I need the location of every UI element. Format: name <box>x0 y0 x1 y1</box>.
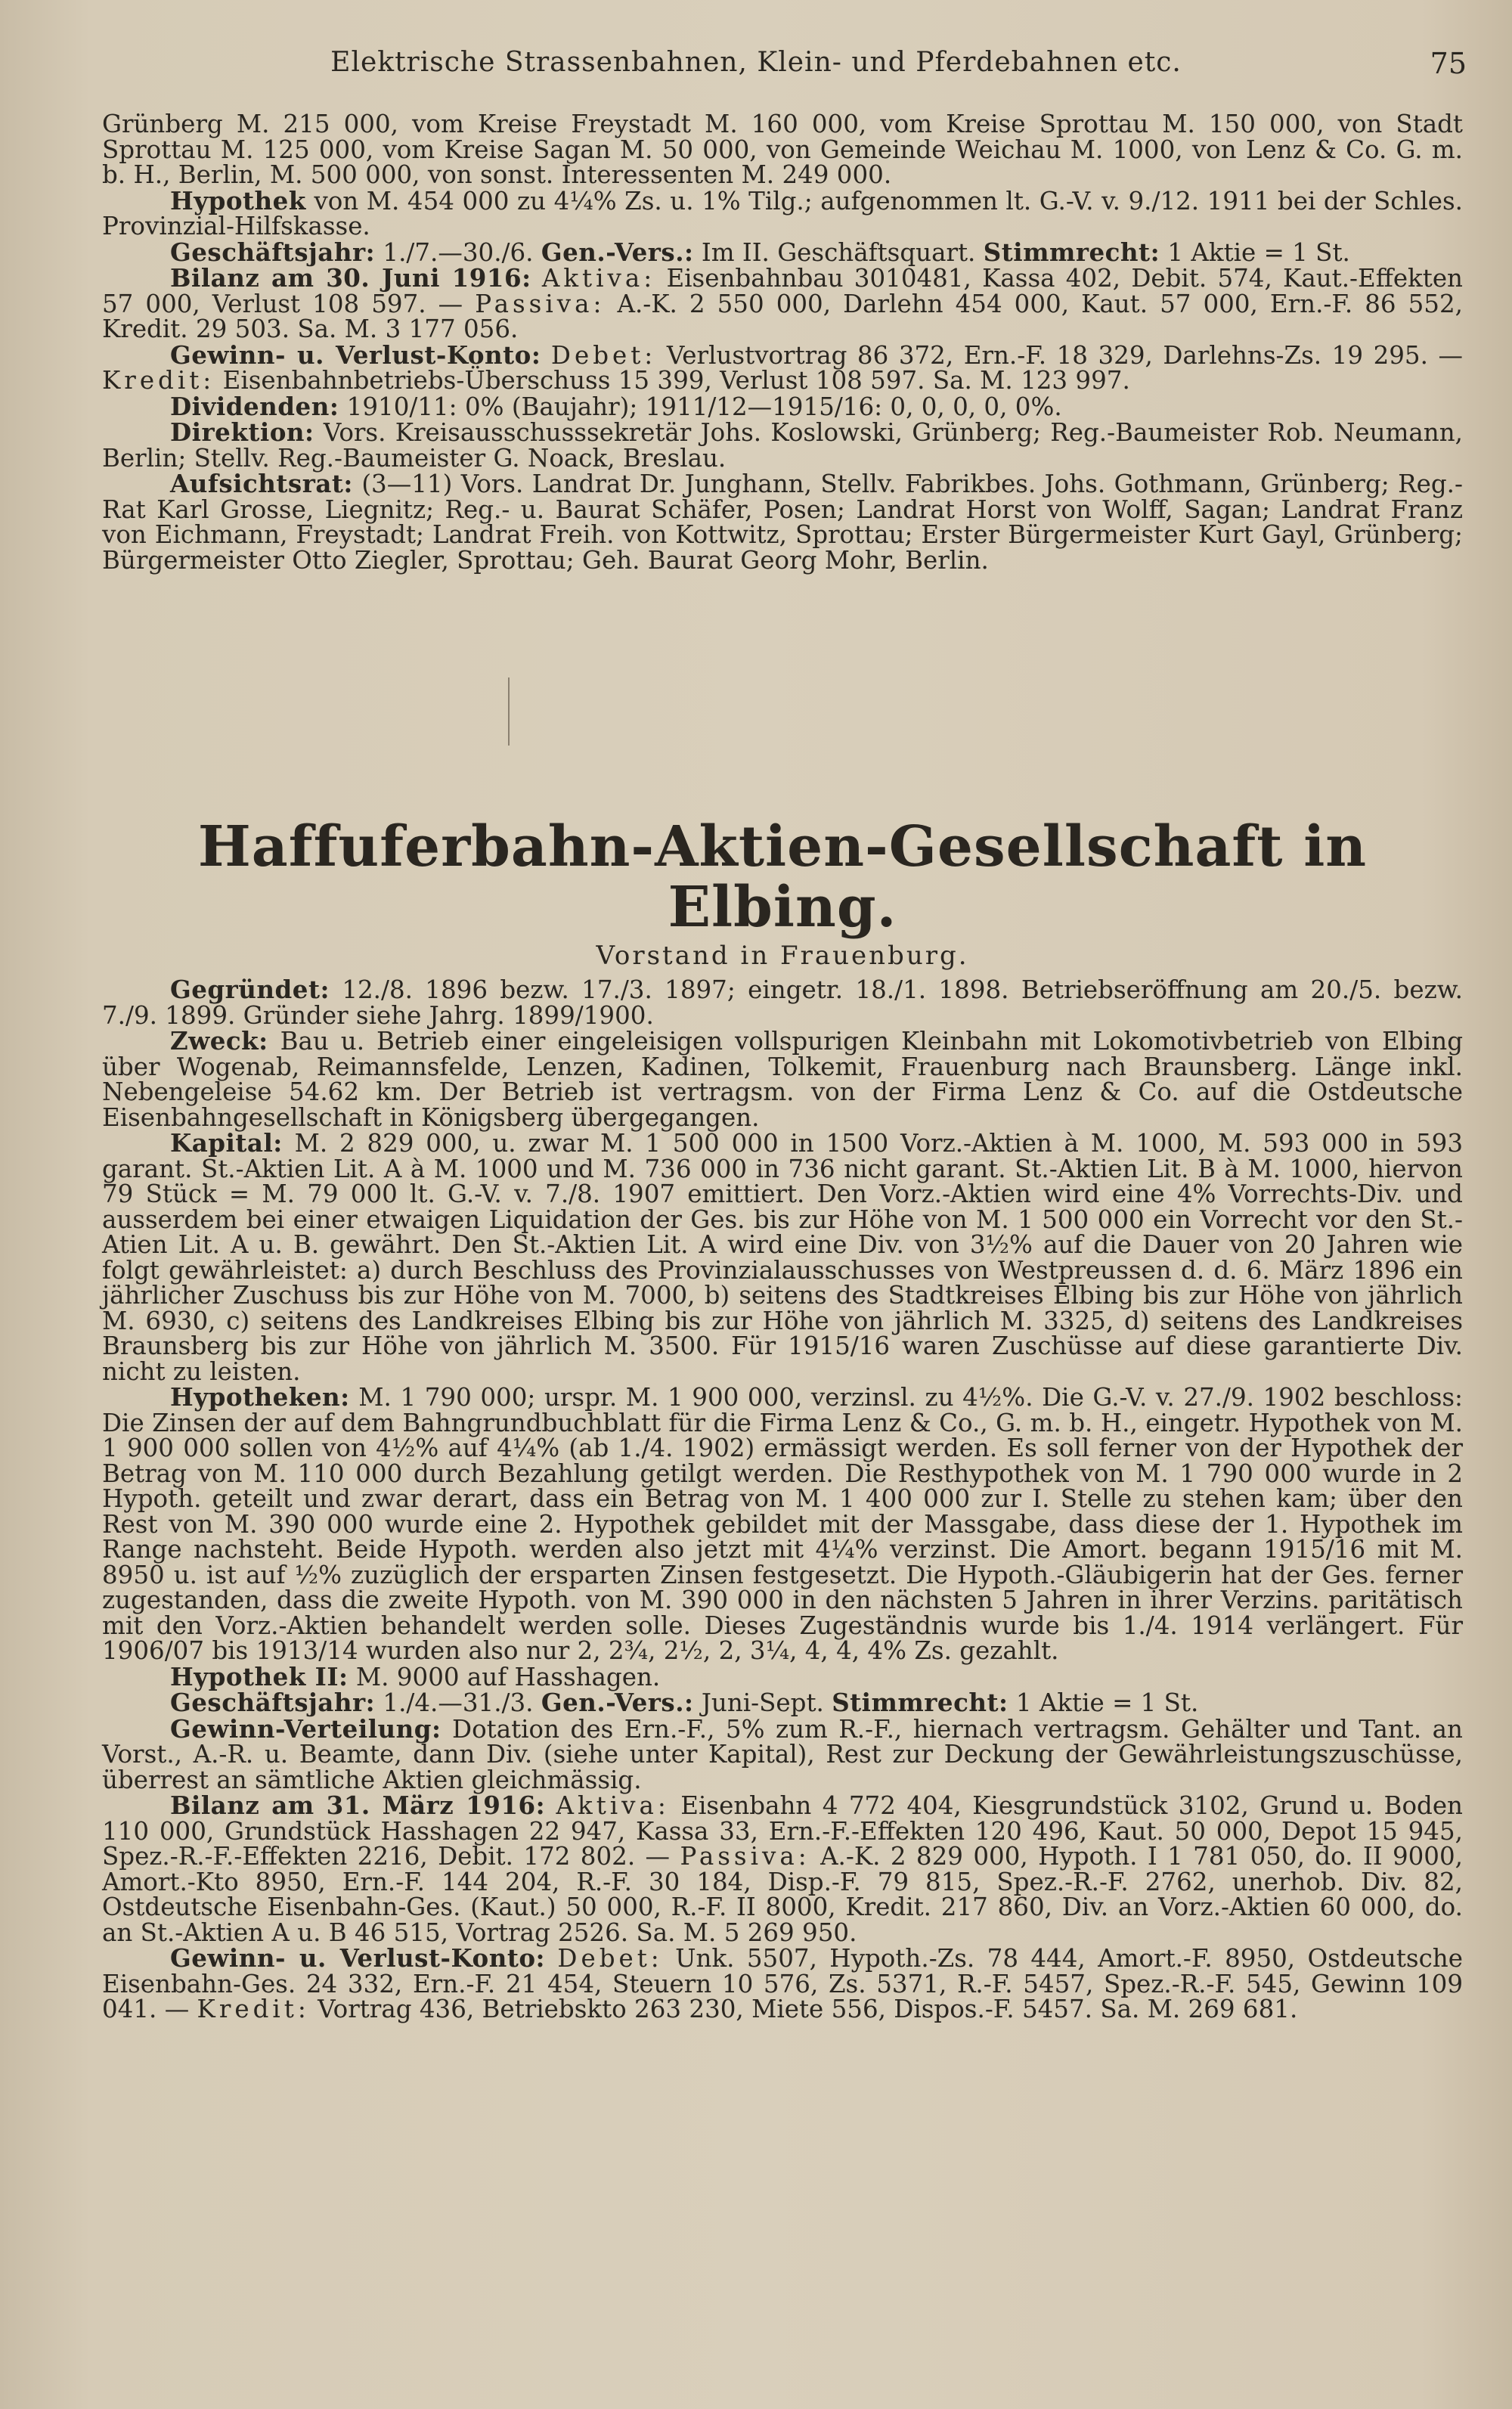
gewinnverteilung-text: Dotation des Ern.-F., 5% zum R.-F., hiernach vertragsm. Gehälter und Tant. an Vorst., A.-R. u. Beamte, dann Div. (siehe unter Kapital), Rest zur Deckung der Gewährleistungszuschüsse, überrest an sämtliche Aktien gleichmässig. <box>102 1714 1463 1794</box>
running-title: Elektrische Strassenbahnen, Klein- und Pferdebahnen etc. <box>330 47 1182 78</box>
bilanz-label: Bilanz am 31. März 1916: <box>170 1790 546 1820</box>
kredit-text: Vortrag 436, Betriebskto 263 230, Miete 556, Dispos.-F. 5457. Sa. M. 269 681. <box>318 1995 1298 2023</box>
guv-label: Gewinn- u. Verlust-Konto: <box>170 339 541 370</box>
hypotheken-paragraph <box>102 1384 1463 1664</box>
guv-paragraph <box>102 339 1463 395</box>
capital-contributors-paragraph <box>102 112 1463 188</box>
direktion-paragraph <box>102 417 1463 473</box>
bilanz-paragraph <box>102 265 1463 343</box>
stimmrecht-text: 1 Aktie = 1 St. <box>1167 237 1350 267</box>
stimmrecht-label: Stimmrecht: <box>832 1688 1009 1717</box>
gewinnverteilung-paragraph <box>102 1713 1463 1794</box>
passiva-label: Passiva: <box>680 1842 810 1871</box>
geschaeftsjahr-text: 1./4.—31./3. <box>383 1688 534 1717</box>
hypothek-text: von M. 454 000 zu 4¼% Zs. u. 1% Tilg.; aufgenommen lt. G.-V. v. 9./12. 1911 bei der Schles. Provinzial-Hilfskasse. <box>102 186 1463 240</box>
aktiva-label: Aktiva: <box>556 1791 670 1820</box>
zweck-paragraph <box>102 1028 1463 1130</box>
genvers-text: Im II. Geschäftsquart. <box>701 237 976 267</box>
direktion-text: Vors. Kreisausschusssekretär Johs. Koslowski, Grünberg; Reg.-Baumeister Rob. Neumann, Berlin; Stellv. Reg.-Baumeister G. Noack, Breslau. <box>102 418 1463 473</box>
hypothek2-paragraph <box>102 1661 1463 1691</box>
passiva-text: A.-K. 2 829 000, Hypoth. I 1 781 050, do. II 9000, Amort.-Kto 8950, Ern.-F. 144 204, R.-F. 30 184, Disp.-F. 79 815, Spez.-R.-F. 2762, unerhob. Div. 82, Ostdeutsche Eisenbahn-Ges. (Kaut.) 50 000, R.-F. II 8000, Kredit. 217 860, Div. an Vorz.-Aktien 60 000, do. an St.-Aktien A u. B 46 515, Vortrag 2526. Sa. M. 5 269 950. <box>102 1842 1463 1947</box>
aktiva-text: Eisenbahnbau 3010481, Kassa 402, Debit. 574, Kaut.-Effekten 57 000, Verlust 108 597. — <box>102 264 1463 318</box>
debet-label: Debet: <box>557 1944 663 1973</box>
dividenden-label: Dividenden: <box>170 391 339 421</box>
guv-label: Gewinn- u. Verlust-Konto: <box>170 1943 546 1973</box>
aktiva-label: Aktiva: <box>541 264 656 293</box>
passiva-label: Passiva: <box>475 289 606 318</box>
geschaeftsjahr-paragraph <box>102 237 1463 267</box>
gegruendet-label: Gegründet: <box>170 975 330 1004</box>
passiva-text: A.-K. 2 550 000, Darlehn 454 000, Kaut. 57 000, Ern.-F. 86 552, Kredit. 29 503. Sa. M. 3 177 056. <box>102 289 1463 343</box>
section-haffuferbahn <box>102 814 1463 2023</box>
company-subtitle: Vorstand in Frauenburg. <box>596 941 969 971</box>
section-previous-company <box>102 112 1463 573</box>
gegruendet-paragraph <box>102 977 1463 1028</box>
stimmrecht-text: 1 Aktie = 1 St. <box>1015 1688 1199 1717</box>
debet-label: Debet: <box>550 340 657 370</box>
kredit-text: Eisenbahnbetriebs-Überschuss 15 399, Verlust 108 597. Sa. M. 123 997. <box>222 366 1130 395</box>
genvers-label: Gen.-Vers.: <box>541 1688 694 1717</box>
page-number: 75 <box>1430 47 1467 80</box>
hypothek-label: Hypothek <box>170 185 306 215</box>
gewinnverteilung-label: Gewinn-Verteilung: <box>170 1713 442 1744</box>
genvers-label: Gen.-Vers.: <box>541 237 694 267</box>
kapital-label: Kapital: <box>170 1128 283 1158</box>
hypotheken-label: Hypotheken: <box>170 1382 350 1412</box>
dividenden-paragraph <box>102 391 1463 421</box>
aufsichtsrat-paragraph <box>102 471 1463 573</box>
stimmrecht-label: Stimmrecht: <box>983 237 1160 267</box>
hypotheken-text: M. 1 790 000; urspr. M. 1 900 000, verzinsl. zu 4½%. Die G.-V. v. 27./9. 1902 beschloss: Die Zinsen der auf dem Bahngrundbuchblatt für die Firma Lenz & Co., G. m. b. H., eingetr. Hypothek von M. 1 900 000 sollen von 4½% auf 4¼% (ab 1./4. 1902) ermässigt werden. Es soll ferner von der Hypothek der Betrag von M. 110 000 durch Bezahlung getilgt werden. Die Resthypothek von M. 1 790 000 wurde in 2 Hypoth. geteilt und zwar derart, dass ein Betrag von M. 1 400 000 zur I. Stelle zu stehen kam; über den Rest von M. 390 000 wurde eine 2. Hypothek gebildet mit der Massgabe, dass diese der 1. Hypothek im Range nachsteht. Beide Hypoth. werden also jetzt mit 4¼% verzinst. Die Amort. begann 1915/16 mit M. 8950 u. ist auf ½% zuzüglich der ersparten Zinsen festgesetzt. Die Hypoth.-Gläubigerin hat der Ges. ferner zugestanden, dass die zweite Hypoth. von M. 390 000 in den nächsten 5 Jahren in ihrer Verzins. paritätisch mit den Vorz.-Aktien behandelt werden solle. Dieses Zugeständnis wurde bis 1./4. 1914 verlängert. Für 1906/07 bis 1913/14 wurden also nur 2, 2¾, 2½, 2, 3¼, 4, 4, 4% Zs. gezahlt. <box>102 1383 1463 1665</box>
geschaeftsjahr-label: Geschäftsjahr: <box>170 237 376 267</box>
debet-text: Verlustvortrag 86 372, Ern.-F. 18 329, Darlehns-Zs. 19 295. — <box>666 340 1463 370</box>
bilanz-paragraph <box>102 1790 1463 1947</box>
gegruendet-text: 12./8. 1896 bezw. 17./3. 1897; eingetr. 18./1. 1898. Betriebseröffnung am 20./5. bezw. 7./9. 1899. Gründer siehe Jahrg. 1899/1900. <box>102 975 1463 1030</box>
aufsichtsrat-text: (3—11) Vors. Landrat Dr. Junghann, Stellv. Fabrikbes. Johs. Gothmann, Grünberg; Reg.-Rat Karl Grosse, Liegnitz; Reg.- u. Baurat Schäfer, Posen; Landrat Horst von Wolff, Sagan; Landrat Franz von Eichmann, Freystadt; Landrat Freih. von Kottwitz, Sprottau; Erster Bürgermeister Kurt Gayl, Grünberg; Bürgermeister Otto Ziegler, Sprottau; Geh. Baurat Georg Mohr, Berlin. <box>102 470 1463 575</box>
zweck-label: Zweck: <box>170 1026 268 1056</box>
geschaeftsjahr-label: Geschäftsjahr: <box>170 1688 376 1717</box>
kredit-label: Kredit: <box>197 1995 310 2023</box>
company-title: Haffuferbahn-Aktien-Gesellschaft in Elbing. <box>197 814 1368 940</box>
hypothek2-text: M. 9000 auf Hasshagen. <box>355 1662 661 1691</box>
debet-text: Unk. 5507, Hypoth.-Zs. 78 444, Amort.-F. 8950, Ostdeutsche Eisenbahn-Ges. 24 332, Ern.-F. 21 454, Steuern 10 576, Zs. 5371, R.-F. 5457, Spez.-R.-F. 545, Gewinn 109 041. — <box>102 1944 1463 2023</box>
zweck-text: Bau u. Betrieb einer eingeleisigen vollspurigen Kleinbahn mit Lokomotivbetrieb von Elbing über Wogenab, Reimannsfelde, Lenzen, Kadinen, Tolkemit, Frauenburg nach Braunsberg. Länge inkl. Nebengeleise 54.62 km. Der Betrieb ist vertragsm. von der Firma Lenz & Co. auf die Ostdeutsche Eisenbahngesellschaft in Königsberg übergegangen. <box>102 1027 1463 1132</box>
hypothek2-label: Hypothek II: <box>170 1661 349 1691</box>
aufsichtsrat-label: Aufsichtsrat: <box>170 469 353 498</box>
bilanz-label: Bilanz am 30. Juni 1916: <box>170 263 531 293</box>
geschaeftsjahr-paragraph <box>102 1690 1463 1716</box>
kapital-text: M. 2 829 000, u. zwar M. 1 500 000 in 1500 Vorz.-Aktien à M. 1000, M. 593 000 in 593 garant. St.-Aktien Lit. A à M. 1000 und M. 736 000 in 736 nicht garant. St.-Aktien Lit. B à M. 1000, hiervon 79 Stück = M. 79 000 lt. G.-V. v. 7./8. 1907 emittiert. Den Vorz.-Aktien wird eine 4% Vorrechts-Div. und ausserdem bei einer etwaigen Liquidation der Ges. bis zur Höhe von M. 1 500 000 ein Vorrecht vor den St.-Atien Lit. A u. B. gewährt. Den St.-Aktien Lit. A wird eine Div. von 3½% auf die Dauer von 20 Jahren wie folgt gewährleistet: a) durch Beschluss des Provinzialausschusses von Westpreussen d. d. 6. März 1896 ein jährlicher Zuschuss bis zur Höhe von M. 7000, b) seitens des Stadtkreises Elbing bis zur Höhe von jährlich M. 6930, c) seitens des Landkreises Elbing bis zur Höhe von jährlich M. 3325, d) seitens des Landkreises Braunsberg bis zur Höhe von jährlich M. 3500. Für 1915/16 waren Zuschüsse auf diese garantierte Div. nicht zu leisten. <box>102 1129 1463 1386</box>
contributors-text: Grünberg M. 215 000, vom Kreise Freystadt M. 160 000, vom Kreise Sprottau M. 150 000, von Stadt Sprottau M. 125 000, vom Kreise Sagan M. 50 000, von Gemeinde Weichau M. 1000, von Lenz & Co. G. m. b. H., Berlin, M. 500 000, von sonst. Interessenten M. 249 000. <box>102 110 1463 189</box>
direktion-label: Direktion: <box>170 417 314 447</box>
aktiva-text: Eisenbahn 4 772 404, Kiesgrundstück 3102, Grund u. Boden 110 000, Grundstück Hasshagen 22 947, Kassa 33, Ern.-F.-Effekten 120 496, Kaut. 50 000, Depot 15 945, Spez.-R.-F.-Effekten 2216, Debit. 172 802. — <box>102 1791 1463 1871</box>
section-divider <box>508 677 510 746</box>
genvers-text: Juni-Sept. <box>701 1688 824 1717</box>
kredit-label: Kredit: <box>102 366 215 395</box>
page-header <box>0 47 1512 92</box>
guv-paragraph <box>102 1945 1463 2023</box>
geschaeftsjahr-text: 1./7.—30./6. <box>383 237 534 267</box>
dividenden-text: 1910/11: 0% (Baujahr); 1911/12—1915/16: 0, 0, 0, 0, 0%. <box>346 392 1062 421</box>
kapital-paragraph <box>102 1130 1463 1384</box>
hypothek-paragraph <box>102 185 1463 240</box>
